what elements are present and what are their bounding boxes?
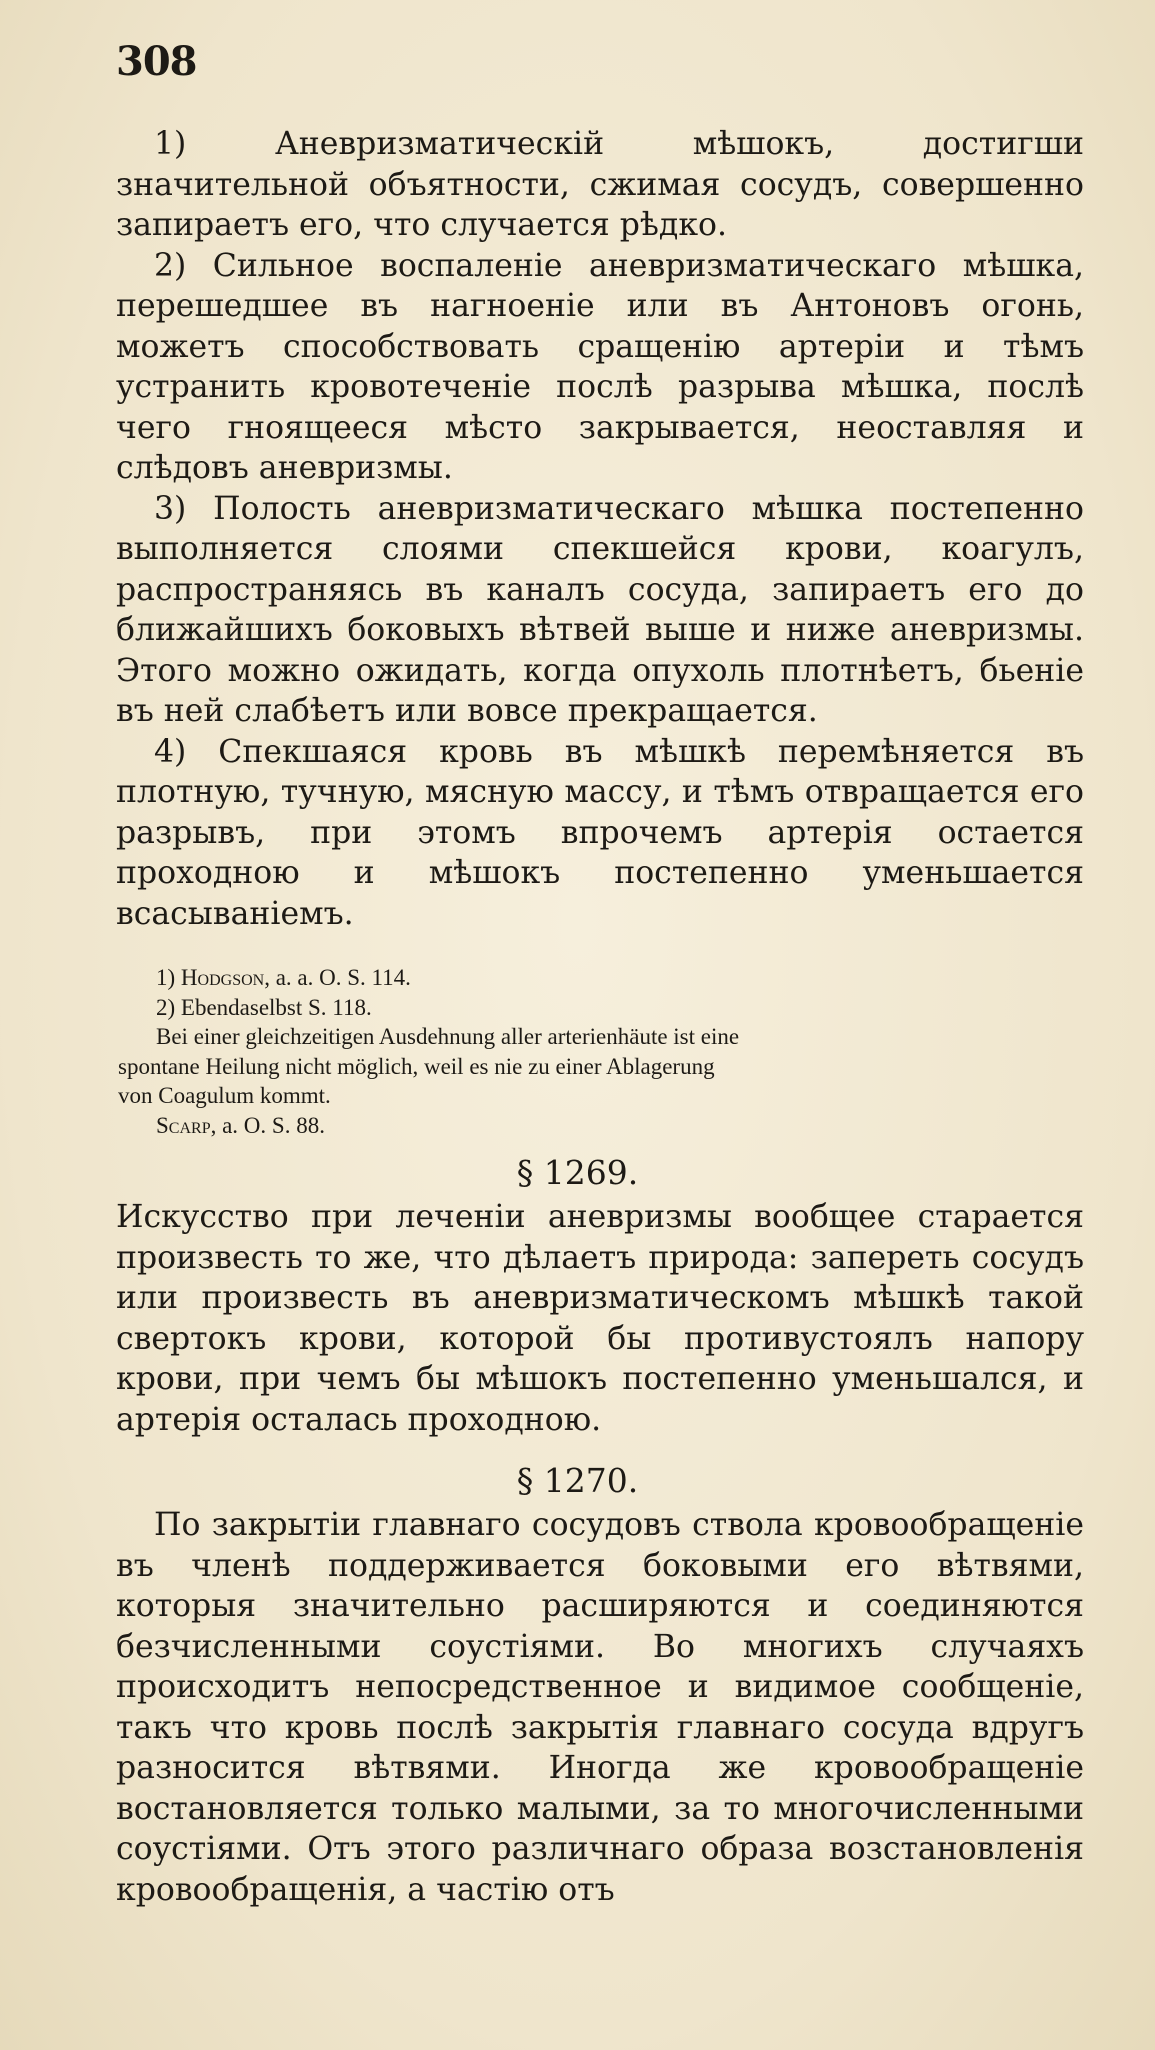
- paragraph-outcome-2: 2) Сильное воспаленіе аневризматическаго мѣшка, перешедшее въ нагноеніе или въ Антоновъ огонь, можетъ способствовать сращенію артеріи и тѣмъ устранить кровотеченіе послѣ разрыва мѣшка, послѣ чего гноящееся мѣсто закрывается, неоставляя и слѣдовъ аневризмы.: [116, 247, 1084, 486]
- footnote-2-line-1: Bei einer gleichzeitigen Ausdehnung aller arterienhäute ist eine: [156, 1024, 740, 1049]
- section-1270-paragraph: По закрытіи главнаго сосудовъ ствола кровообращеніе въ членѣ поддерживается боковыми его вѣтвями, которыя значительно расширяются и соединяются безчисленными соустіями. Во многихъ случаяхъ происходитъ непосредственное и видимое сообщеніе, такъ что кровь послѣ закрытія главнаго сосуда вдругъ разносится вѣтвями. Иногда же кровообращеніе востановляется только малыми, за то многочисленными соустіями. Отъ этого различнаго образа возстановленія кровообращенія, а частію отъ: [116, 1507, 1084, 1908]
- footnote-2: 2) Ebendaselbst S. 118.: [156, 994, 372, 1020]
- footnote-2-line-3: von Coagulum kommt.: [118, 1083, 331, 1108]
- section-heading-1269: § 1269.: [516, 1153, 639, 1192]
- page-number: 308: [116, 38, 197, 85]
- footnotes: [118, 963, 1086, 1140]
- footnote-3: [156, 1111, 1086, 1141]
- paragraph-outcome-3: 3) Полость аневризматическаго мѣшка постепенно выполняется слоями спекшейся крови, коагулъ, распространяясь въ каналъ сосуда, запираетъ его до ближайшихъ боковыхъ вѣтвей выше и ниже аневризмы. Этого можно ожидать, когда опухоль плотнѣетъ, бьеніе въ ней слабѣетъ или вовсе прекращается.: [116, 490, 1084, 729]
- footnote-2-line-2: spontane Heilung nicht möglich, weil es nie zu einer Ablagerung: [118, 1053, 715, 1079]
- enumerated-outcomes: [116, 124, 1084, 934]
- paragraph-outcome-4: 4) Спекшаяся кровь въ мѣшкѣ перемѣняется въ плотную, тучную, мясную массу, и тѣмъ отвращается его разрывъ, при этомъ впрочемъ артерія остается проходною и мѣшокъ постепенно уменьшается всасываніемъ.: [116, 733, 1084, 932]
- section-1269-body: [116, 1197, 1084, 1440]
- section-heading-1270: § 1270.: [516, 1461, 639, 1500]
- section-1270-body: [116, 1505, 1084, 1910]
- section-1269-paragraph: Искусство при леченіи аневризмы вообщее старается произвесть то же, что дѣлаетъ природа: запереть сосудъ или произвесть въ аневризматическомъ мѣшкѣ такой свертокъ крови, которой бы противустоялъ напору крови, при чемъ бы мѣшокъ постепенно уменьшался, и артерія осталась проходною.: [116, 1199, 1084, 1438]
- footnote-1: [156, 963, 1086, 993]
- footnote-1-marker: 1): [156, 965, 176, 990]
- footnote-1-author: Hodgson: [180, 965, 265, 990]
- footnote-3-ref: , a. O. S. 88.: [210, 1112, 325, 1138]
- paragraph-outcome-1: 1) Аневризматическій мѣшокъ, достигши значительной объятности, сжимая сосудъ, совершенно запираетъ его, что случается рѣдко.: [116, 126, 1084, 243]
- footnote-3-author: Scarp: [156, 1112, 211, 1138]
- footnote-1-ref: , a. a. O. S. 114.: [264, 965, 411, 990]
